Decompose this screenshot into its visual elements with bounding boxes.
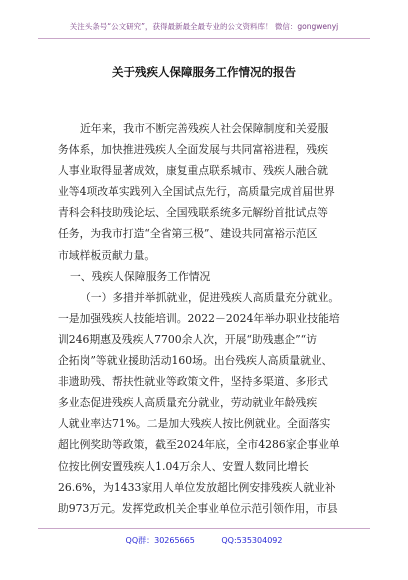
section-line: （一）多措并举抓就业，促进残疾人高质量充分就业。 <box>80 290 340 304</box>
section-line: 位按比例安置残疾人1.04万余人、安置人数同比增长 <box>58 459 309 473</box>
paragraph-line: 务体系，加快推进残疾人全面发展与共同富裕进程，残疾 <box>58 143 328 157</box>
section-line: 训246期惠及残疾人7700余人次，开展“助残惠企”“访 <box>58 332 317 346</box>
section-line: 26.6%，为1433家用人单位发放超比例安排残疾人就业补 <box>58 480 336 494</box>
document-title: 关于残疾人保障服务工作情况的报告 <box>112 65 296 79</box>
section-line: 多业态促进残疾人高质量充分就业，劳动就业年龄残疾 <box>58 396 318 410</box>
paragraph-line: 人事业取得显著成效，康复重点联系城市、残疾人融合就 <box>58 164 328 178</box>
paragraph-line: 青科会科技助残论坛、全国残联系统多元解纷首批试点等 <box>58 206 328 220</box>
section-line: 企拓岗”等就业援助活动160场。出台残疾人高质量就业、 <box>58 354 333 368</box>
paragraph-line: 市域样板贡献力量。 <box>58 248 156 262</box>
header-banner <box>0 22 408 32</box>
footer-contact <box>0 535 408 546</box>
paragraph-line: 业等4项改革实践列入全国试点先行，高质量完成首届世界 <box>58 185 335 199</box>
header-divider <box>38 38 370 39</box>
paragraph-line: 近年来，我市不断完善残疾人社会保障制度和关爱服 <box>80 122 329 135</box>
section-line: 非遗助残、帮扶性就业等政策文件，坚持多渠道、多形式 <box>58 375 328 389</box>
footer-divider <box>38 528 370 529</box>
section-line: 超比例奖助等政策，截至2024年底，全市4286家企事业单 <box>58 438 340 452</box>
section-line: 助973万元。发挥党政机关企事业单位示范引领作用，市县 <box>58 501 338 515</box>
header-banner-text: 关注头条号“公文研究”，获得最新最全最专业的公文资料库！ 微信：gongwenyj <box>69 22 339 31</box>
document-body <box>58 118 356 519</box>
section-line: 一是加强残疾人技能培训。2022－2024年举办职业技能培 <box>58 311 340 325</box>
section-heading: 一、残疾人保障服务工作情况 <box>70 269 211 283</box>
paragraph-line: 任务，为我市打造“全省第三极”、建设共同富裕示范区 <box>58 227 318 241</box>
section-line: 人就业率达71%。二是加大残疾人按比例就业。全面落实 <box>58 417 331 431</box>
qq-number-text: QQ:535304092 <box>221 536 283 545</box>
qq-group-text: QQ群：30265665 <box>125 536 195 545</box>
